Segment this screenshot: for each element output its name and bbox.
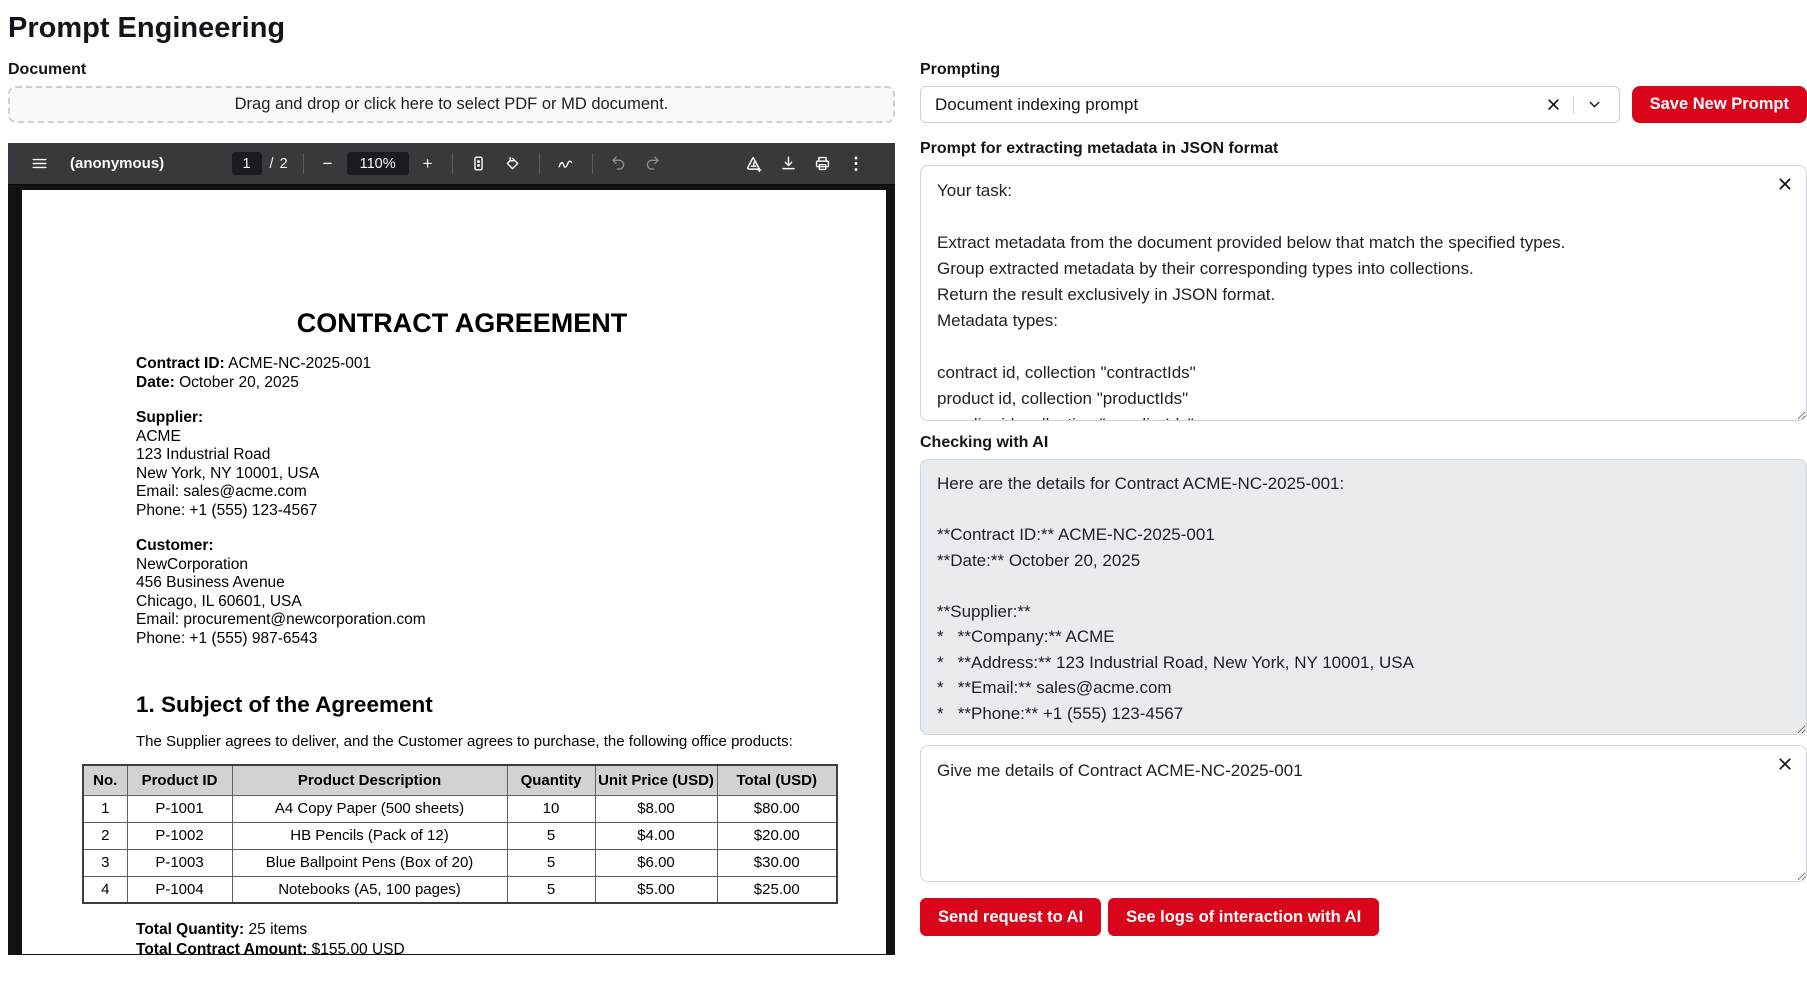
page-number-input[interactable]: 1: [232, 152, 262, 175]
pdf-page: [22, 190, 886, 954]
pdf-toolbar: [8, 143, 895, 185]
add-annotation-icon[interactable]: [739, 149, 769, 179]
table-header-row: No. Product ID Product Description Quantity Unit Price (USD) Total (USD): [83, 765, 837, 795]
section1-heading: 1. Subject of the Agreement: [136, 692, 433, 717]
toolbar-divider: [303, 153, 304, 174]
contract-title: CONTRACT AGREEMENT: [296, 308, 628, 338]
supplier-block: Supplier: ACME 123 Industrial Road New York, NY 10001, USA Email: sales@acme.com Phone: +1 (555) 123-4567: [136, 409, 320, 519]
rotate-icon[interactable]: [498, 149, 528, 179]
clear-prompt-icon[interactable]: [1775, 174, 1795, 194]
document-panel: [8, 60, 895, 955]
more-options-icon[interactable]: ⋮: [841, 149, 871, 179]
prompting-panel: [920, 60, 1807, 936]
undo-icon[interactable]: [604, 149, 634, 179]
document-label: Document: [8, 61, 87, 78]
prompting-label: Prompting: [920, 61, 1000, 78]
clear-selection-icon[interactable]: [1544, 95, 1563, 114]
toolbar-center-group: [164, 149, 737, 179]
toolbar-left-group: [22, 149, 164, 179]
page-title: Prompt Engineering: [8, 12, 286, 44]
toolbar-divider: [539, 153, 540, 174]
customer-block: Customer: NewCorporation 456 Business Avenue Chicago, IL 60601, USA Email: procurement@newcorporation.com Phone: +1 (555) 987-6543: [136, 537, 426, 647]
contract-date-label: Date:: [136, 373, 175, 391]
contract-id-value: ACME-NC-2025-001: [224, 355, 372, 372]
ai-response-textarea[interactable]: [920, 459, 1807, 735]
dropzone-text: Drag and drop or click here to select PDF or MD document.: [234, 95, 669, 113]
question-wrap: [920, 745, 1807, 882]
chevron-down-icon[interactable]: [1584, 94, 1605, 115]
table-row: 3 P-1003 Blue Ballpoint Pens (Box of 20) 5 $6.00 $30.00: [83, 849, 837, 876]
document-dropzone[interactable]: [8, 86, 895, 123]
print-icon[interactable]: [807, 149, 837, 179]
table-row: 1 P-1001 A4 Copy Paper (500 sheets) 10 $8.00 $80.00: [83, 795, 837, 822]
ai-response-wrap: [920, 459, 1807, 735]
metadata-prompt-label: Prompt for extracting metadata in JSON format: [920, 140, 1279, 157]
totals-block: Total Quantity: 25 items Total Contract Amount: $155.00 USD: [136, 921, 405, 954]
toolbar-divider: [592, 153, 593, 174]
send-request-button[interactable]: Send request to AI: [920, 898, 1101, 936]
metadata-prompt-wrap: [920, 165, 1807, 421]
see-logs-button[interactable]: See logs of interaction with AI: [1108, 898, 1379, 936]
checking-label: Checking with AI: [920, 434, 1049, 451]
actions-row: [920, 898, 1807, 936]
sidebar-toggle-icon[interactable]: [24, 149, 54, 179]
contract-id-label: Contract ID:: [136, 355, 225, 372]
main-layout: [8, 60, 1807, 955]
prompt-select[interactable]: [920, 86, 1620, 123]
metadata-prompt-textarea[interactable]: [920, 165, 1807, 421]
pdf-file-name: (anonymous): [70, 155, 165, 172]
question-textarea[interactable]: [920, 745, 1807, 882]
fit-page-icon[interactable]: [464, 149, 494, 179]
toolbar-right-group: [737, 149, 873, 179]
select-divider: [1573, 96, 1574, 114]
section1-intro: The Supplier agrees to deliver, and the Customer agrees to purchase, the following office products:: [136, 733, 793, 750]
zoom-out-icon[interactable]: −: [315, 149, 341, 179]
contract-id-block: [136, 355, 842, 392]
prompt-select-controls: [1544, 94, 1605, 115]
redo-icon[interactable]: [638, 149, 668, 179]
page-count: / 2: [269, 155, 288, 172]
table-row: 4 P-1004 Notebooks (A5, 100 pages) 5 $5.00 $25.00: [83, 876, 837, 903]
products-table: [82, 764, 838, 904]
clear-question-icon[interactable]: [1775, 754, 1795, 774]
toolbar-divider: [452, 153, 453, 174]
prompt-select-value: Document indexing prompt: [935, 94, 1139, 114]
draw-ink-icon[interactable]: [551, 149, 581, 179]
download-icon[interactable]: [773, 149, 803, 179]
zoom-in-icon[interactable]: +: [415, 149, 441, 179]
pdf-canvas[interactable]: [8, 185, 895, 954]
table-row: 2 P-1002 HB Pencils (Pack of 12) 5 $4.00 $20.00: [83, 822, 837, 849]
save-new-prompt-button[interactable]: Save New Prompt: [1632, 86, 1807, 123]
prompt-select-row: [920, 86, 1807, 123]
contract-date-value: October 20, 2025: [174, 373, 299, 391]
zoom-level-input[interactable]: 110%: [347, 152, 409, 175]
pdf-viewer: [8, 143, 895, 955]
